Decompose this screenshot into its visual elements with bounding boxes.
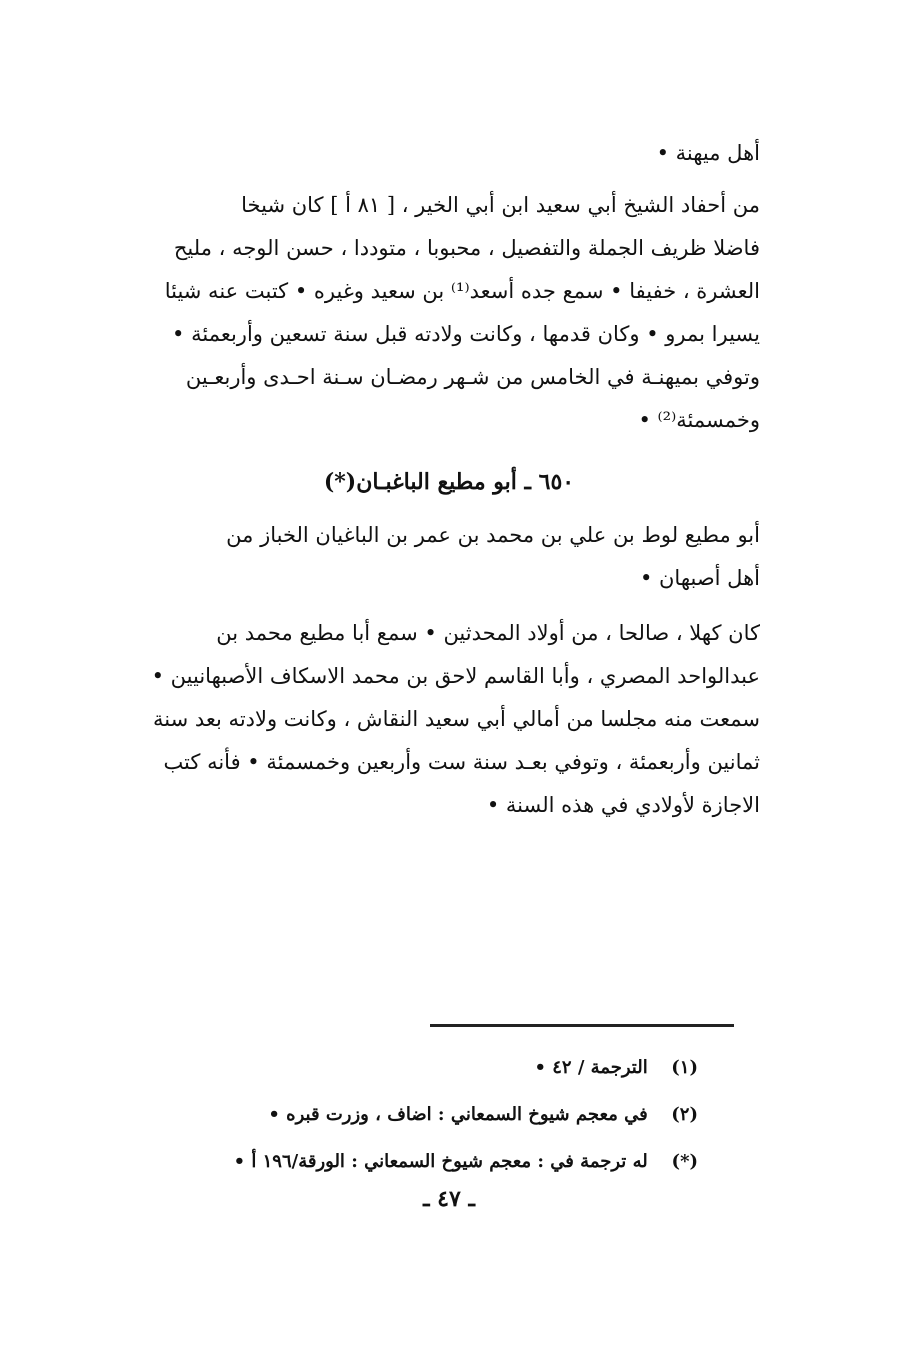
page-number: ـ ٤٧ ـ xyxy=(423,1186,475,1212)
footnote-marker: (١) xyxy=(671,1057,698,1078)
text-line: أهل أصبهان • xyxy=(639,566,760,590)
footnote-marker: (*) xyxy=(671,1151,698,1172)
footnotes xyxy=(138,1044,698,1185)
entry-650-heading: ٦٥٠ ـ أبو مطيع الباغبـان(*) xyxy=(323,469,575,495)
text-line: كان كهلا ، صالحا ، من أولاد المحدثين • سمع أبا مطيع محمد بن xyxy=(216,621,760,645)
text-line: وخمسمئة⁽²⁾ • xyxy=(638,408,760,432)
footnote-text: في معجم شيوخ السمعاني : اضاف ، وزرت قبره • xyxy=(268,1104,648,1125)
footnote-star xyxy=(138,1138,698,1185)
footnote-1 xyxy=(138,1044,698,1091)
continuation-line: أهل ميهنة • xyxy=(656,141,760,165)
footnote-marker: (٢) xyxy=(671,1104,698,1125)
entry-649-paragraph xyxy=(138,184,760,442)
text-line: يسيرا بمرو • وكان قدمها ، وكانت ولادته قبل سنة تسعين وأربعمئة • xyxy=(172,322,760,346)
text-line: أبو مطيع لوط بن علي بن محمد بن عمر بن الباغيان الخباز من xyxy=(226,523,760,547)
footnote-text: الترجمة / ٤٢ • xyxy=(534,1057,648,1078)
text-line: ثمانين وأربعمئة ، وتوفي بعـد سنة ست وأربعين وخمسمئة • فأنه كتب xyxy=(163,750,760,774)
entry-650-paragraph-2 xyxy=(138,612,760,827)
footnote-2 xyxy=(138,1091,698,1138)
text-line: وتوفي بميهنـة في الخامس من شـهر رمضـان سـنة احـدى وأربعـين xyxy=(185,365,760,389)
footnote-text: له ترجمة في : معجم شيوخ السمعاني : الورقة/١٩٦ أ • xyxy=(233,1151,648,1172)
entry-650-paragraph-1 xyxy=(138,514,760,600)
text-line: الاجازة لأولادي في هذه السنة • xyxy=(486,793,760,817)
text-line: العشرة ، خفيفا • سمع جده أسعد⁽¹⁾ بن سعيد وغيره • كتبت عنه شيئا xyxy=(164,279,760,303)
text-line: عبدالواحد المصري ، وأبا القاسم لاحق بن محمد الاسكاف الأصبهانيين • xyxy=(151,664,760,688)
text-line: من أحفاد الشيخ أبي سعيد ابن أبي الخير ، [ ٨١ أ ] كان شيخا xyxy=(241,193,760,217)
footnote-divider xyxy=(430,1024,734,1027)
text-line: فاضلا ظريف الجملة والتفصيل ، محبوبا ، متوددا ، حسن الوجه ، مليح xyxy=(173,236,760,260)
text-line: سمعت منه مجلسا من أمالي أبي سعيد النقاش ، وكانت ولادته بعد سنة xyxy=(153,707,760,731)
